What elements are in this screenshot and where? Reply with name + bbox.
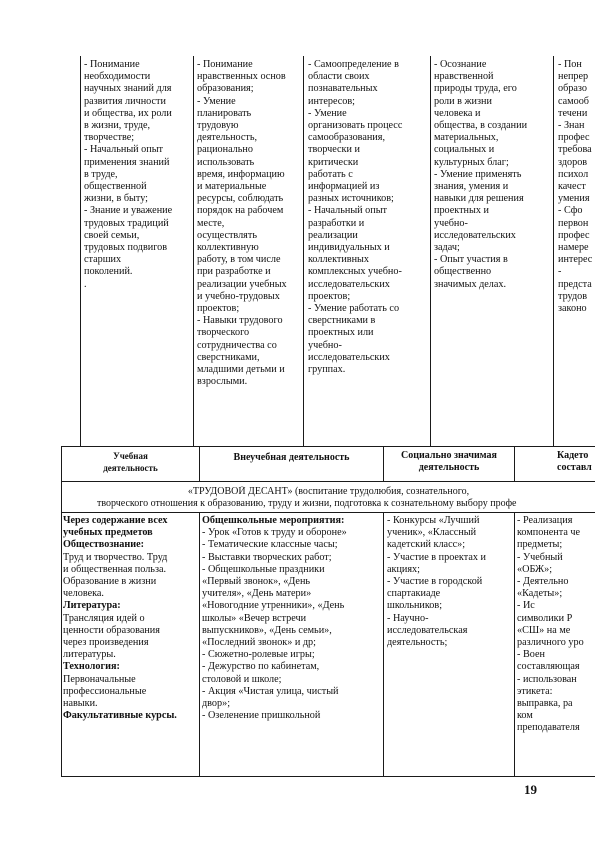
text-line: исследовательских <box>434 229 516 241</box>
header-cadet-line2: составл <box>557 462 592 473</box>
text-line: намере <box>558 242 589 254</box>
text-line: сверстниками в <box>308 315 376 327</box>
top-table-divider-1 <box>193 56 194 446</box>
bottom-cell-learning <box>63 515 197 773</box>
text-line: - Научно- <box>387 612 429 624</box>
text-line: психол <box>558 168 589 180</box>
text-line: - Реализация <box>517 515 573 526</box>
text-line: учебно- <box>434 217 468 229</box>
text-line: литературы. <box>63 649 116 661</box>
text-line: применения знаний <box>84 156 170 168</box>
text-line: общества, в создании <box>434 120 528 132</box>
text-line: учебных предметов <box>63 527 153 539</box>
text-line: предметы; <box>517 539 563 551</box>
text-line: профессиональные <box>63 685 147 697</box>
text-line: необходимости <box>84 71 151 83</box>
header-cadet-line1: Кадето <box>557 450 589 461</box>
text-line: рационально <box>197 144 253 156</box>
text-line: умения <box>558 193 590 205</box>
text-line: - Конкурсы «Лучший <box>387 515 480 526</box>
text-line: - Начальный опыт <box>84 144 164 156</box>
text-line: сотрудничества со <box>197 339 277 351</box>
text-line: - Деятельно <box>517 576 569 588</box>
text-line: «СШ» на ме <box>517 624 571 636</box>
text-line: реализации <box>308 229 358 241</box>
banner-line-2: творческого отношения к образованию, труду и жизни, подготовка к сознательному выбору профе <box>97 498 517 509</box>
text-line: - Выставки творческих работ; <box>202 551 332 563</box>
text-line: - Навыки трудового <box>197 315 283 327</box>
text-line: роли в жизни <box>434 95 492 107</box>
text-line: символики Р <box>517 612 573 624</box>
text-line: «Кадеты»; <box>517 588 563 600</box>
text-line: старших <box>84 254 122 266</box>
text-line: исследовательских <box>308 351 390 363</box>
text-line: и общественная польза. <box>63 563 167 575</box>
text-line: Литература: <box>63 600 121 612</box>
header-cadet <box>515 450 595 474</box>
header-learning-line1: Учебная <box>113 451 148 461</box>
text-line: компонента че <box>517 527 581 539</box>
text-line: своей семьи, <box>84 229 140 241</box>
top-table-divider-4 <box>553 56 554 446</box>
banner-line-1: «ТРУДОВОЙ ДЕСАНТ» (воспитание трудолюбия, сознательного, <box>187 486 470 497</box>
text-line: - Начальный опыт <box>308 205 388 217</box>
text-line: поколений. <box>84 266 133 278</box>
text-line: в жизни, труде, <box>84 120 151 132</box>
text-line: творчески и <box>308 144 360 156</box>
text-line: планировать <box>197 107 252 119</box>
text-line: трудовых традиций <box>84 217 169 229</box>
text-line: - Тематические классные часы; <box>202 539 338 551</box>
text-line: Общешкольные мероприятия: <box>202 515 345 526</box>
text-line: культурных благ; <box>434 156 509 168</box>
text-line: - Опыт участия в <box>434 254 508 266</box>
text-line: Факультативные курсы. <box>63 710 177 722</box>
text-line: - Знание и уважение <box>84 205 173 217</box>
text-line: - Участие в проектах и <box>387 551 486 563</box>
text-line: и общества, их роли <box>84 107 172 119</box>
text-line: преподавателя <box>517 722 580 734</box>
text-line: индивидуальных и <box>308 242 390 254</box>
text-line: исследовательская <box>387 624 468 636</box>
text-line: нравственных основ <box>197 71 286 83</box>
header-row-bottom-border <box>61 481 595 482</box>
text-line: - Понимание <box>84 59 140 70</box>
text-line: нравственной <box>434 71 494 83</box>
text-line: коллективную <box>197 242 259 254</box>
text-line: составляющая <box>517 661 580 673</box>
text-line: этикета: <box>517 685 553 697</box>
text-line: . <box>84 278 87 290</box>
text-line: «ОБЖ»; <box>517 563 553 575</box>
text-line: - Урок «Готов к труду и обороне» <box>202 527 347 539</box>
text-line: человека и <box>434 107 481 119</box>
top-table-divider-3 <box>430 56 431 446</box>
text-line: Труд и творчество. Труд <box>63 551 168 563</box>
text-line: задач; <box>434 242 460 254</box>
top-table-left-border <box>80 56 81 446</box>
top-cell-4 <box>434 59 550 444</box>
text-line: познавательных <box>308 83 378 95</box>
text-line: «Новогодние утренники», «День <box>202 600 345 612</box>
header-extracurricular-text: Внеучебная деятельность <box>233 452 350 463</box>
text-line: критически <box>308 156 359 168</box>
text-line: интересов; <box>308 95 356 107</box>
text-line: - Общешкольные праздники <box>202 563 325 575</box>
text-line: ученик», «Классный <box>387 527 477 539</box>
text-line: трудовую <box>197 120 239 132</box>
text-line: - Акция «Чистая улица, чистый <box>202 685 339 697</box>
text-line: разных источников; <box>308 193 394 205</box>
text-line: творческого <box>197 327 250 339</box>
text-line: ценности образования <box>63 624 160 636</box>
text-line: акциях; <box>387 563 420 575</box>
text-line: кадетский класс»; <box>387 539 466 551</box>
text-line: сверстниками, <box>197 351 260 363</box>
text-line: материальных, <box>434 132 499 144</box>
top-cell-5 <box>558 59 595 444</box>
text-line: профес <box>558 229 590 241</box>
text-line: выпускников», «День семьи», <box>202 624 332 636</box>
text-line: интерес <box>558 254 593 266</box>
text-line: самооб <box>558 95 589 107</box>
text-line: Первоначальные <box>63 673 136 685</box>
text-line: - Озеленение пришкольной <box>202 710 321 722</box>
text-line: - Знан <box>558 120 585 132</box>
text-line: коллективных <box>308 254 369 266</box>
text-line: при разработке и <box>197 266 271 278</box>
text-line: предста <box>558 278 592 290</box>
body-divider-2 <box>383 512 384 777</box>
text-line: - Сюжетно-ролевые игры; <box>202 649 315 661</box>
text-line: первон <box>558 217 589 229</box>
top-cell-2 <box>197 59 300 444</box>
bottom-cell-cadet <box>517 515 595 773</box>
text-line: взрослыми. <box>197 376 248 388</box>
header-social-line2: деятельность <box>418 462 480 473</box>
text-line: - Умение <box>308 107 347 119</box>
text-line: - Дежурство по кабинетам, <box>202 661 320 673</box>
top-cell-3 <box>308 59 426 444</box>
text-line: жизни, в быту; <box>84 193 149 205</box>
top-cell-1 <box>84 59 189 444</box>
text-line: человека. <box>63 588 104 600</box>
header-learning-activity <box>62 450 199 474</box>
text-line: ресурсы, соблюдать <box>197 193 284 205</box>
text-line: профес <box>558 132 590 144</box>
text-line: течени <box>558 107 588 119</box>
text-line: здоров <box>558 156 588 168</box>
text-line: Трансляция идей о <box>63 612 145 624</box>
text-line: самообразования, <box>308 132 385 144</box>
text-line: значимых делах. <box>434 278 507 290</box>
text-line: столовой и школе; <box>202 673 282 685</box>
text-line: время, информацию <box>197 168 285 180</box>
text-line: требова <box>558 144 592 156</box>
text-line: Обществознание: <box>63 539 145 551</box>
text-line: месте, <box>197 217 225 229</box>
text-line: реализации учебных <box>197 278 287 290</box>
text-line: развития личности <box>84 95 166 107</box>
header-learning-line2: деятельность <box>103 463 158 473</box>
text-line: Через содержание всех <box>63 515 168 526</box>
top-table-divider-2 <box>303 56 304 446</box>
text-line: работу, в том числе <box>197 254 281 266</box>
text-line: природы труда, его <box>434 83 517 95</box>
text-line: области своих <box>308 71 370 83</box>
text-line: проектов; <box>197 303 240 315</box>
text-line: - Самоопределение в <box>308 59 399 70</box>
body-divider-3 <box>514 512 515 777</box>
text-line: разработки и <box>308 217 365 229</box>
text-line: деятельность, <box>197 132 258 144</box>
text-line: «Последний звонок» и др; <box>202 637 316 649</box>
text-line: - Умение <box>197 95 236 107</box>
text-line: общественной <box>84 181 147 193</box>
text-line: Технология: <box>63 661 120 673</box>
text-line: деятельность; <box>387 637 448 649</box>
text-line: - Участие в городской <box>387 576 483 588</box>
text-line: двор»; <box>202 698 231 710</box>
text-line: навыки. <box>63 698 98 710</box>
text-line: в труде, <box>84 168 118 180</box>
text-line: творчестве; <box>84 132 135 144</box>
text-line: школы» «Вечер встречи <box>202 612 307 624</box>
text-line: знания, умения и <box>434 181 509 193</box>
text-line: выправка, ра <box>517 698 573 710</box>
text-line: через произведения <box>63 637 149 649</box>
text-line: организовать процесс <box>308 120 403 132</box>
text-line: осуществлять <box>197 229 257 241</box>
header-social <box>384 450 514 474</box>
text-line: непрер <box>558 71 589 83</box>
text-line: работать с <box>308 168 353 180</box>
text-line: исследовательских <box>308 278 390 290</box>
text-line: ком <box>517 710 533 722</box>
text-line: комплексных учебно- <box>308 266 402 278</box>
text-line: социальных и <box>434 144 495 156</box>
text-line: учебно- <box>308 339 342 351</box>
text-line: информацией из <box>308 181 380 193</box>
text-line: порядок на рабочем <box>197 205 284 217</box>
header-social-line1: Социально значимая <box>401 450 497 461</box>
text-line: законо <box>558 303 587 315</box>
text-line: навыки для решения <box>434 193 524 205</box>
text-line: качест <box>558 181 586 193</box>
text-line: проектных и <box>434 205 489 217</box>
text-line: - Понимание <box>197 59 253 70</box>
text-line: проектных или <box>308 327 374 339</box>
text-line: группах. <box>308 364 346 376</box>
header-extracurricular <box>200 452 383 464</box>
text-line: - Пон <box>558 59 582 70</box>
page-number: 19 <box>524 782 537 797</box>
bottom-cell-extracurricular <box>202 515 380 773</box>
text-line: «Первый звонок», «День <box>202 576 311 588</box>
text-line: образо <box>558 83 587 95</box>
text-line: и материальные <box>197 181 267 193</box>
text-line: спартакиаде <box>387 588 441 600</box>
text-line: Образование в жизни <box>63 576 157 588</box>
text-line: общественно <box>434 266 492 278</box>
text-line: - <box>558 266 562 278</box>
text-line: - Умение применять <box>434 168 522 180</box>
text-line: - Воен <box>517 649 545 661</box>
text-line: - использован <box>517 673 577 685</box>
text-line: - Сфо <box>558 205 583 217</box>
text-line: различного уро <box>517 637 584 649</box>
text-line: младшими детьми и <box>197 364 285 376</box>
text-line: и учебно-трудовых <box>197 290 280 302</box>
text-line: проектов; <box>308 290 351 302</box>
text-line: трудовых подвигов <box>84 242 168 254</box>
text-line: - Осознание <box>434 59 487 70</box>
text-line: - Умение работать со <box>308 303 400 315</box>
bottom-cell-social <box>387 515 511 773</box>
text-line: использовать <box>197 156 255 168</box>
text-line: трудов <box>558 290 588 302</box>
body-divider-1 <box>199 512 200 777</box>
text-line: - Ис <box>517 600 535 612</box>
text-line: научных знаний для <box>84 83 172 95</box>
text-line: учителя», «День матери» <box>202 588 312 600</box>
text-line: образования; <box>197 83 254 95</box>
text-line: школьников; <box>387 600 443 612</box>
text-line: - Учебный <box>517 551 563 563</box>
